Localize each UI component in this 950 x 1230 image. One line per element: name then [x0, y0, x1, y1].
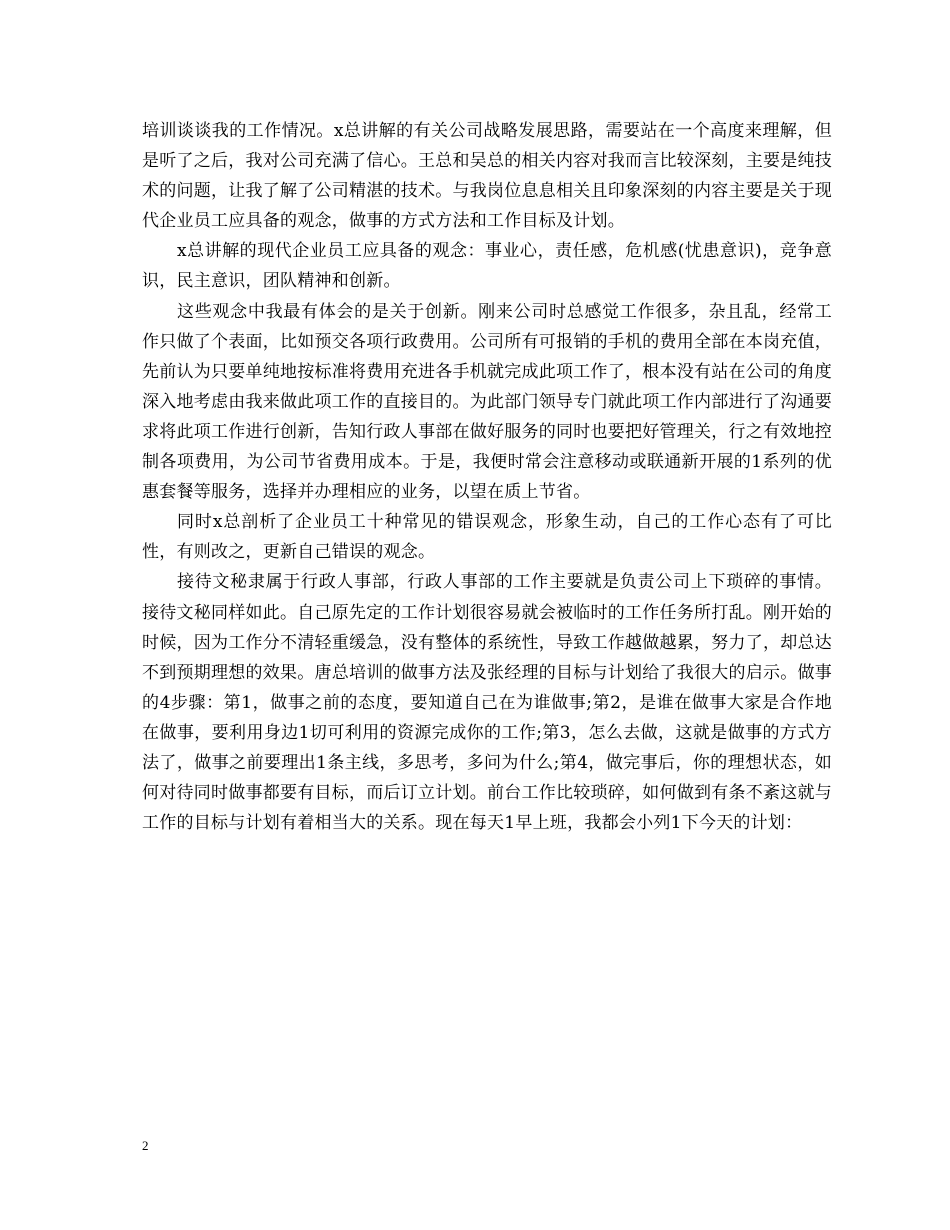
- paragraph-3: 这些观念中我最有体会的是关于创新。刚来公司时总感觉工作很多，杂且乱，经常工作只做了个表面，比如预交各项行政费用。公司所有可报销的手机的费用全部在本岗充值，先前认为只要单纯地按标准将费用充进各手机就完成此项工作了，根本没有站在公司的角度深入地考虑由我来做此项工作的直接目的。为此部门领导专门就此项工作内部进行了沟通要求将此项工作进行创新，告知行政人事部在做好服务的同时也要把好管理关，行之有效地控制各项费用，为公司节省费用成本。于是，我便时常会注意移动或联通新开展的1系列的优惠套餐等服务，选择并办理相应的业务，以望在质上节省。: [142, 301, 832, 503]
- paragraph-2: x总讲解的现代企业员工应具备的观念：事业心，责任感，危机感(忧患意识)，竞争意识，民主意识，团队精神和创新。: [142, 241, 832, 292]
- page-number: 2: [142, 1138, 149, 1153]
- body-text: [142, 116, 832, 838]
- paragraph-5: 接待文秘隶属于行政人事部，行政人事部的工作主要就是负责公司上下琐碎的事情。接待文秘同样如此。自己原先定的工作计划很容易就会被临时的工作任务所打乱。刚开始的时候，因为工作分不清轻重缓急，没有整体的系统性，导致工作越做越累，努力了，却总达不到预期理想的效果。唐总培训的做事方法及张经理的目标与计划给了我很大的启示。做事的4步骤：第1，做事之前的态度，要知道自己在为谁做事;第2，是谁在做事大家是合作地在做事，要利用身边1切可利用的资源完成你的工作;第3，怎么去做，这就是做事的方式方法了，做事之前要理出1条主线，多思考，多问为什么;第4，做完事后，你的理想状态，如何对待同时做事都要有目标，而后订立计划。前台工作比较琐碎，如何做到有条不紊这就与工作的目标与计划有着相当大的关系。现在每天1早上班，我都会小列1下今天的计划：: [142, 572, 832, 834]
- paragraph-4: 同时x总剖析了企业员工十种常见的错误观念，形象生动，自己的工作心态有了可比性，有则改之，更新自己错误的观念。: [142, 512, 832, 563]
- paragraph-1: 培训谈谈我的工作情况。x总讲解的有关公司战略发展思路，需要站在一个高度来理解，但是听了之后，我对公司充满了信心。王总和吴总的相关内容对我而言比较深刻，主要是纯技术的问题，让我了解了公司精湛的技术。与我岗位息息相关且印象深刻的内容主要是关于现代企业员工应具备的观念，做事的方式方法和工作目标及计划。: [142, 121, 832, 232]
